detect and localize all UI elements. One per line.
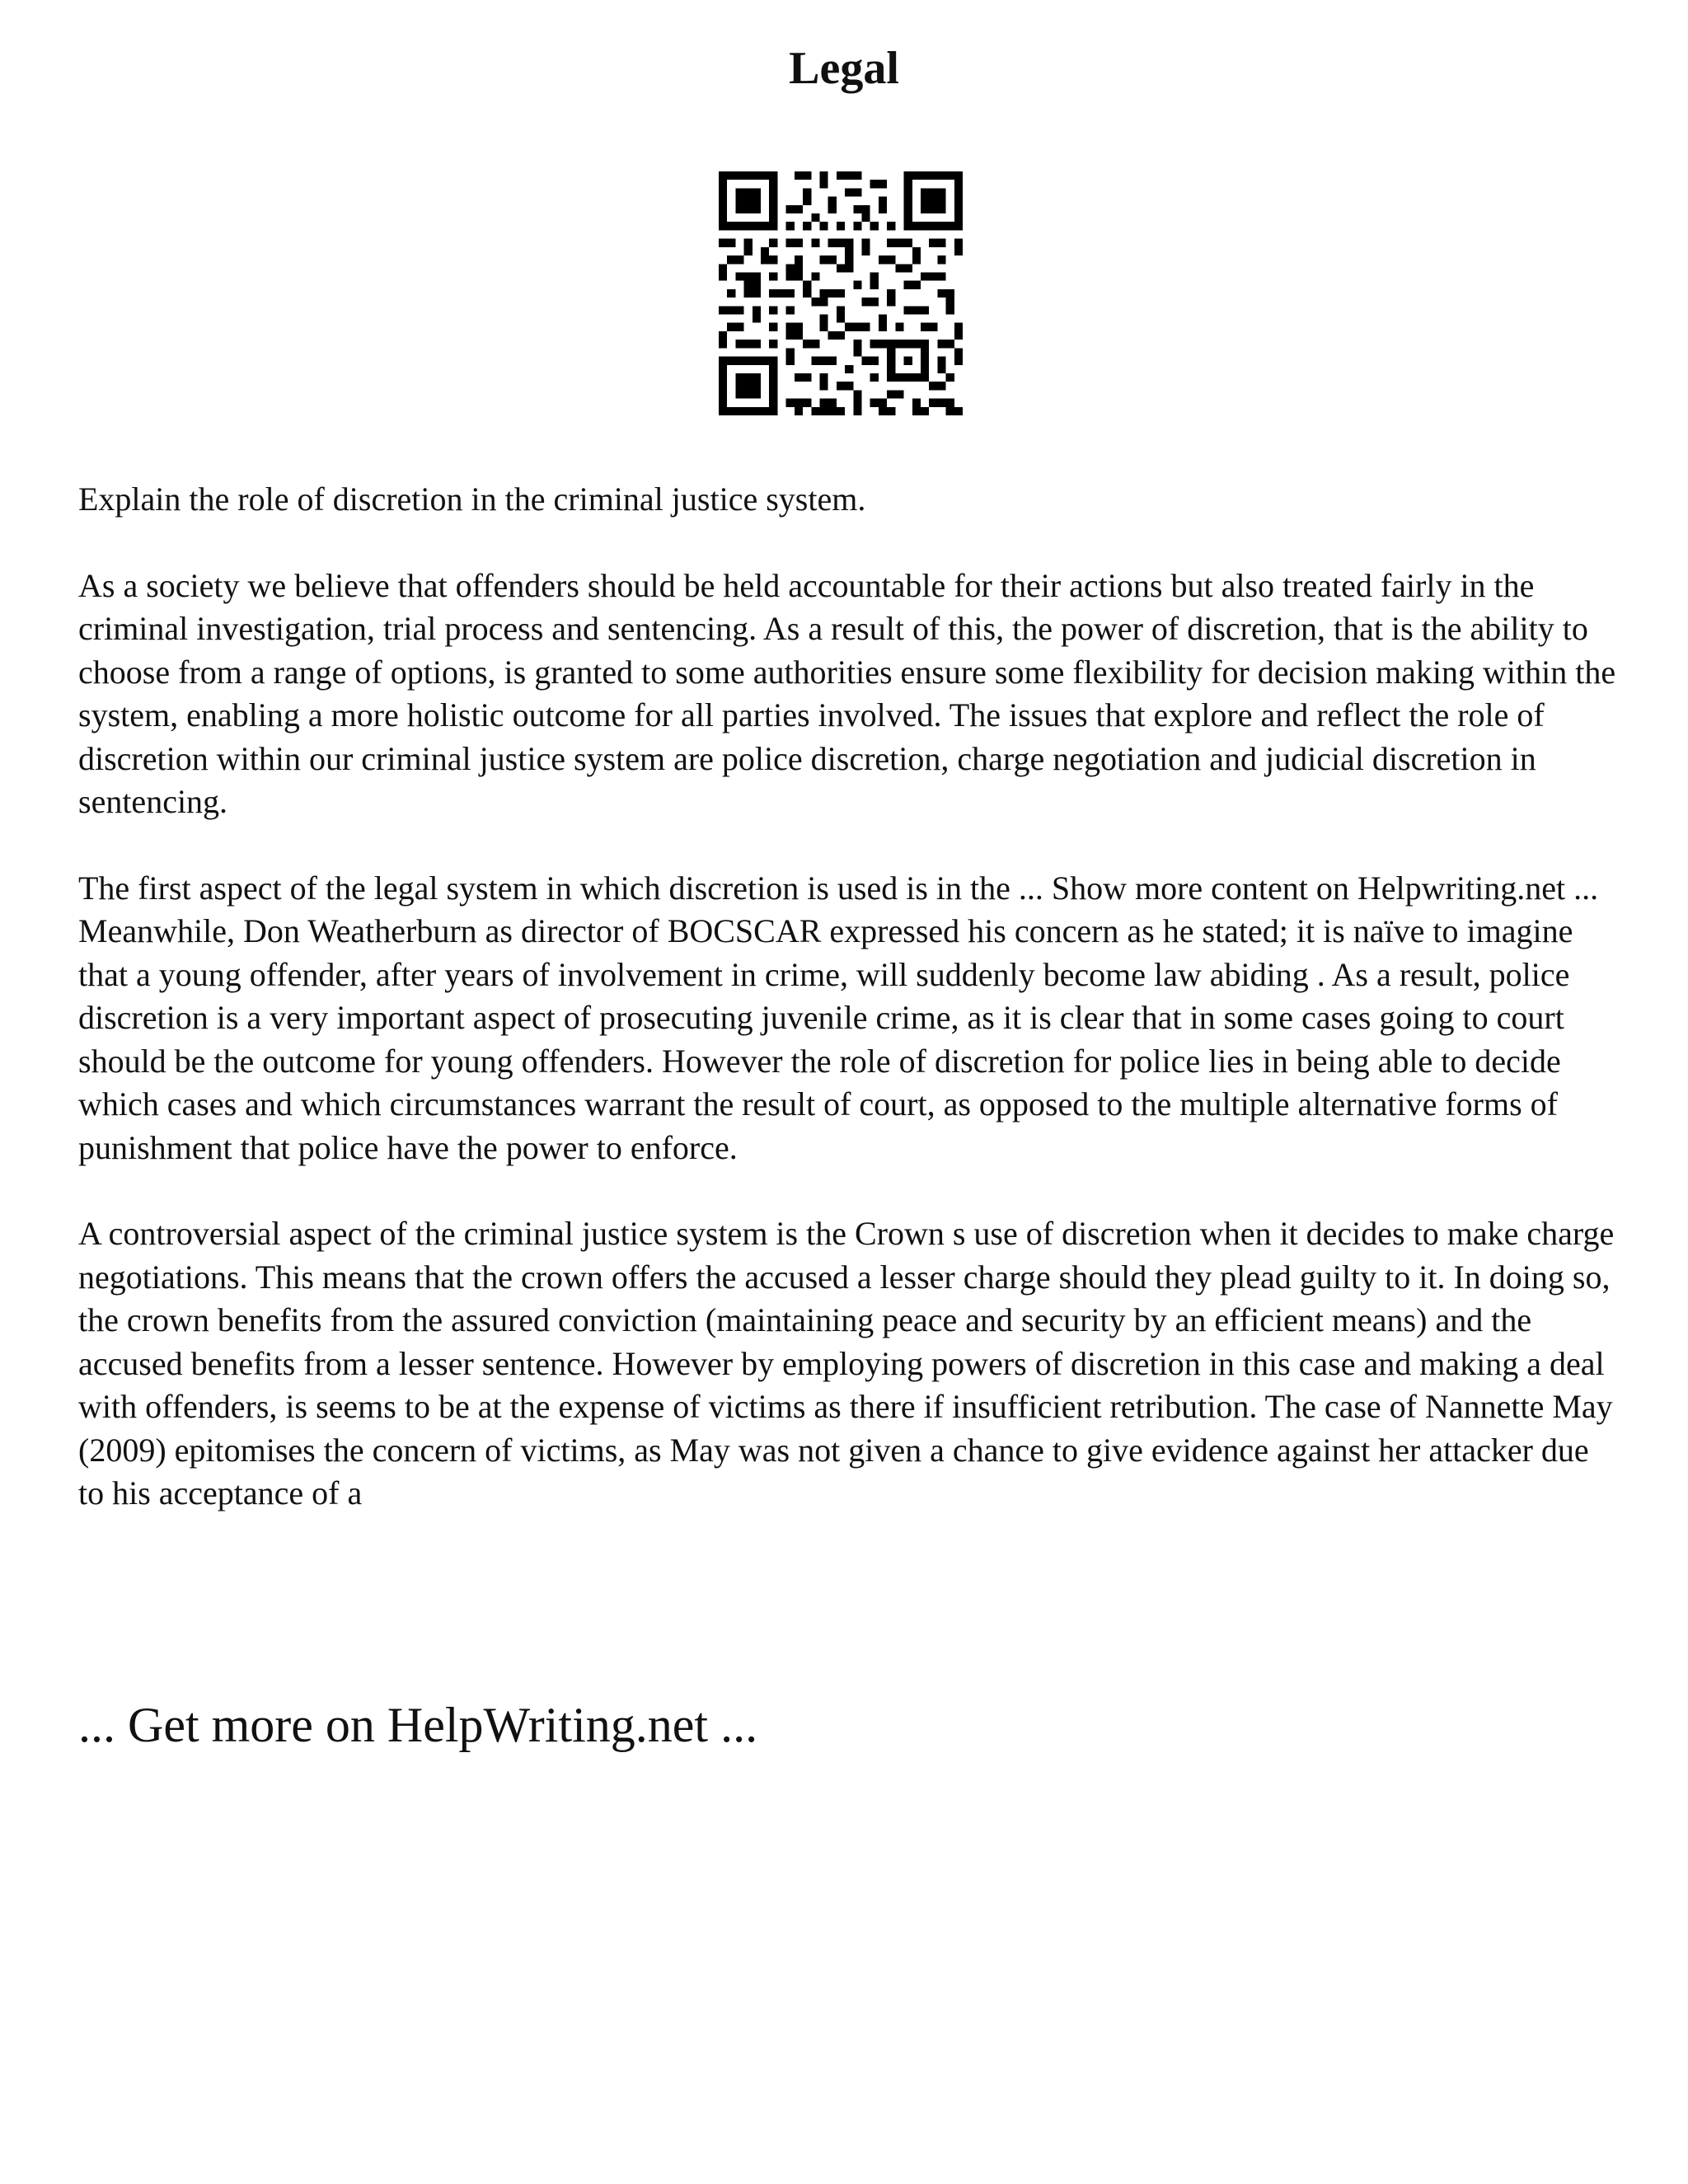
get-more-link[interactable]: ... Get more on HelpWriting.net ... bbox=[78, 1698, 758, 1752]
qr-code-graphic bbox=[719, 171, 963, 415]
document-body bbox=[78, 478, 1620, 1516]
paragraph-show-more: The first aspect of the legal system in which discretion is used is in the ... Show more content on Helpwriting.net ... bbox=[78, 869, 1599, 907]
qr-code-icon bbox=[719, 171, 963, 415]
document-title: Legal bbox=[789, 43, 899, 94]
paragraph-charge-negotiation: A controversial aspect of the criminal justice system is the Crown s use of discretion when it decides to make charge negotiations. This means that the crown offers the accused a lesser charge should they plead guilty to it. In doing so, the crown benefits from the assured conviction (maintaining peace and security by an efficient means) and the accused benefits from a lesser sentence. However by employing powers of discretion in this case and making a deal with offenders, is seems to be at the expense of victims as there if insufficient retribution. The case of Nannette May (2009) epitomises the concern of victims, as May was not given a chance to give evidence against her attacker due to his acceptance of a bbox=[78, 1215, 1615, 1511]
paragraph-police-discretion: Meanwhile, Don Weatherburn as director of BOCSCAR expressed his concern as he stated; it is naïve to imagine that a young offender, after years of involvement in crime, will suddenly become law abiding . As a result, police discretion is a very important aspect of prosecuting juvenile crime, as it is clear that in some cases going to court should be the outcome for young offenders. However the role of discretion for police lies in being able to decide which cases and which circumstances warrant the result of court, as opposed to the multiple alternative forms of punishment that police have the power to enforce. bbox=[78, 912, 1573, 1166]
paragraph-intro: As a society we believe that offenders should be held accountable for their actions but also treated fairly in the criminal investigation, trial process and sentencing. As a result of this, the power of discretion, that is the ability to choose from a range of options, is granted to some authorities ensure some flexibility for decision making within the system, enabling a more holistic outcome for all parties involved. The issues that explore and reflect the role of discretion within our criminal justice system are police discretion, charge negotiation and judicial discretion in sentencing. bbox=[78, 566, 1616, 820]
question-text: Explain the role of discretion in the criminal justice system. bbox=[78, 480, 866, 518]
